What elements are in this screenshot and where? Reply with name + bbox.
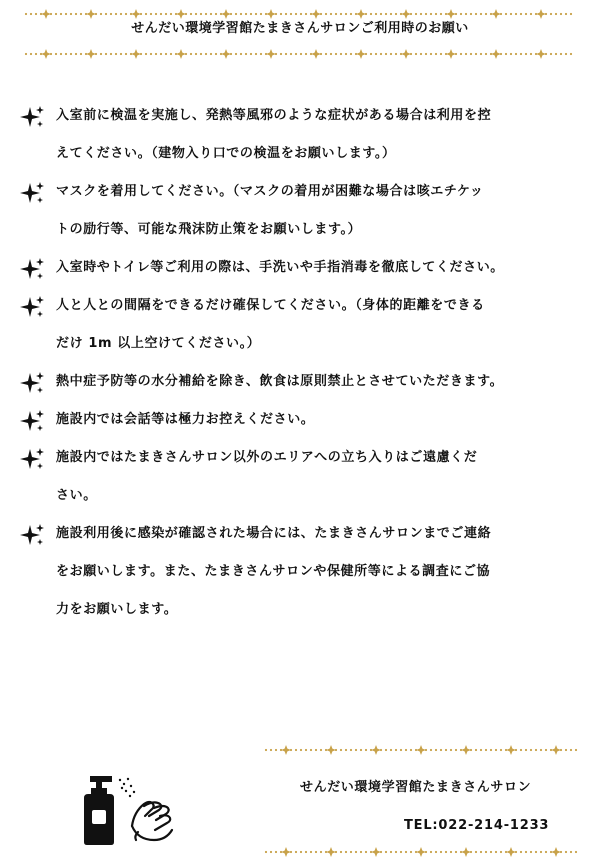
item-line: マスクを着用してください。（マスクの着用が困難な場合は咳エチケッ bbox=[56, 184, 484, 199]
sparkle-icon bbox=[18, 370, 46, 396]
list-item bbox=[18, 363, 588, 401]
list-item bbox=[18, 287, 588, 363]
sparkle-icon bbox=[18, 522, 46, 548]
sparkle-icon bbox=[18, 408, 46, 434]
item-line: 施設内では会話等は極力お控えください。 bbox=[56, 412, 315, 427]
item-line: 施設内ではたまきさんサロン以外のエリアへの立ち入りはご遠慮くだ bbox=[56, 450, 478, 465]
bottom-divider-lower bbox=[262, 846, 582, 858]
bottom-divider-upper bbox=[262, 744, 582, 756]
item-line: トの励行等、可能な飛沫防止策をお願いします。） bbox=[56, 222, 362, 237]
sparkle-icon bbox=[18, 294, 46, 320]
top-divider-lower bbox=[22, 48, 578, 60]
list-item bbox=[18, 173, 588, 249]
rules-list bbox=[18, 97, 588, 629]
dotted-divider-icon bbox=[22, 8, 578, 20]
top-divider-upper bbox=[22, 8, 578, 20]
item-line: さい。 bbox=[56, 488, 97, 503]
item-line: 力をお願いします。 bbox=[56, 602, 178, 617]
page-title: せんだい環境学習館たまきさんサロンご利用時のお願い bbox=[131, 21, 469, 36]
item-line: 人と人との間隔をできるだけ確保してください。（身体的距離をできる bbox=[56, 298, 485, 313]
item-line: えてください。（建物入り口での検温をお願いします。） bbox=[56, 146, 396, 161]
sparkle-icon bbox=[18, 256, 46, 282]
dotted-divider-icon bbox=[262, 744, 582, 756]
list-item bbox=[18, 439, 588, 515]
sparkle-icon bbox=[18, 180, 46, 206]
phone-number: TEL:022-214-1233 bbox=[404, 818, 550, 833]
list-item bbox=[18, 515, 588, 629]
facility-name: せんだい環境学習館たまきさんサロン bbox=[300, 780, 532, 795]
list-item bbox=[18, 401, 588, 439]
item-line: 入室時やトイレ等ご利用の際は、手洗いや手指消毒を徹底してください。 bbox=[56, 260, 504, 275]
sparkle-icon bbox=[18, 104, 46, 130]
item-line: 施設利用後に感染が確認された場合には、たまきさんサロンまでご連絡 bbox=[56, 526, 492, 541]
item-line: 入室前に検温を実施し、発熱等風邪のような症状がある場合は利用を控 bbox=[56, 108, 492, 123]
item-line: 熱中症予防等の水分補給を除き、飲食は原則禁止とさせていただきます。 bbox=[56, 374, 504, 389]
item-line: をお願いします。また、たまきさんサロンや保健所等による調査にご協 bbox=[56, 564, 491, 579]
list-item bbox=[18, 97, 588, 173]
dotted-divider-icon bbox=[262, 846, 582, 858]
list-item bbox=[18, 249, 588, 287]
dotted-divider-icon bbox=[22, 48, 578, 60]
item-line: だけ 1m 以上空けてください。） bbox=[56, 336, 261, 351]
hand-sanitizer-illustration bbox=[76, 766, 186, 848]
sparkle-icon bbox=[18, 446, 46, 472]
